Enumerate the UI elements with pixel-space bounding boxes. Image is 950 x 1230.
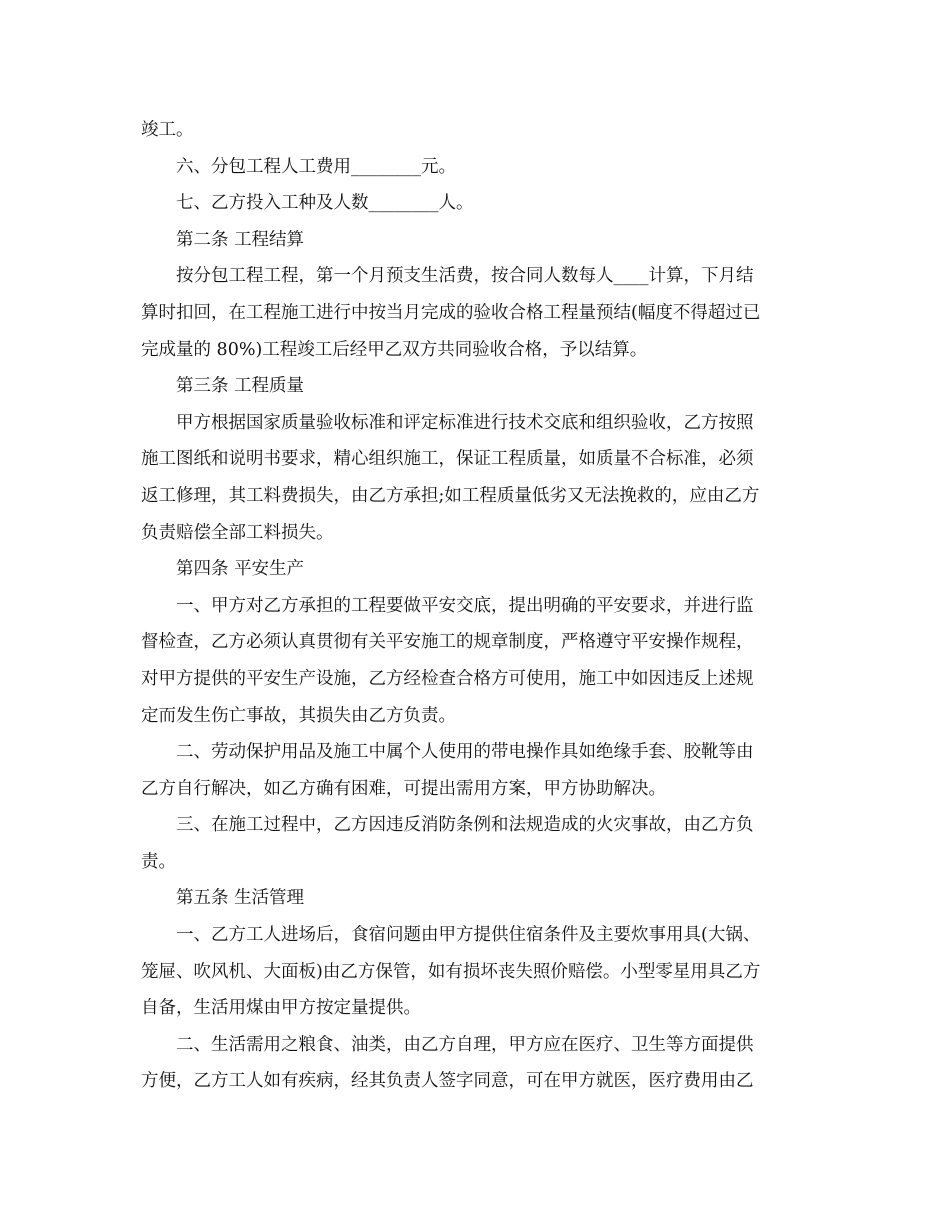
text-line: 第二条 工程结算: [176, 229, 305, 250]
text-line: 六、分包工程人工费用________元。: [176, 156, 456, 177]
text-line: 第四条 平安生产: [176, 559, 305, 580]
text-line: 责。: [141, 851, 176, 872]
text-line: 一、甲方对乙方承担的工程要做平安交底，提出明确的平安要求，并进行监: [176, 595, 754, 616]
text-line: 甲方根据国家质量验收标准和评定标准进行技术交底和组织验收，乙方按照: [176, 412, 754, 433]
text-line: 完成量的 80%)工程竣工后经甲乙双方共同验收合格，予以结算。: [141, 339, 648, 360]
text-line: 负责赔偿全部工料损失。: [141, 522, 334, 543]
text-line: 三、在施工过程中，乙方因违反消防条例和法规造成的火灾事故，由乙方负: [176, 815, 754, 836]
text-line: 一、乙方工人进场后，食宿问题由甲方提供住宿条件及主要炊事用具(大锅、: [176, 925, 761, 946]
text-line: 第五条 生活管理: [176, 888, 305, 909]
text-line: 定而发生伤亡事故，其损失由乙方负责。: [141, 705, 456, 726]
text-line: 乙方自行解决，如乙方确有困难，可提出需用方案，甲方协助解决。: [141, 778, 666, 799]
text-line: 对甲方提供的平安生产设施，乙方经检查合格方可使用，施工中如因违反上述规: [141, 668, 754, 689]
text-line: 二、劳动保护用品及施工中属个人使用的带电操作具如绝缘手套、胶靴等由: [176, 742, 754, 763]
text-line: 自备，生活用煤由甲方按定量提供。: [141, 998, 421, 1019]
text-line: 施工图纸和说明书要求，精心组织施工，保证工程质量，如质量不合标准，必须: [141, 449, 754, 470]
text-line: 按分包工程工程，第一个月预支生活费，按合同人数每人____计算，下月结: [176, 266, 754, 287]
text-line: 方便，乙方工人如有疾病，经其负责人签字同意，可在甲方就医，医疗费用由乙: [141, 1071, 754, 1092]
text-line: 第三条 工程质量: [176, 376, 305, 397]
text-line: 算时扣回，在工程施工进行中按当月完成的验收合格工程量预结(幅度不得超过已: [141, 302, 761, 323]
text-line: 笼屉、吹风机、大面板)由乙方保管，如有损坏丧失照价赔偿。小型零星用具乙方: [141, 961, 761, 982]
text-line: 竣工。: [141, 120, 194, 140]
text-line: 二、生活需用之粮食、油类，由乙方自理，甲方应在医疗、卫生等方面提供: [176, 1034, 754, 1055]
text-line: 七、乙方投入工种及人数________人。: [176, 193, 474, 214]
text-line: 返工修理，其工料费损失，由乙方承担;如工程质量低劣又无法挽救的，应由乙方: [141, 485, 760, 506]
text-line: 督检查，乙方必须认真贯彻有关平安施工的规章制度，严格遵守平安操作规程，: [141, 632, 754, 653]
document-body: [141, 112, 807, 1100]
